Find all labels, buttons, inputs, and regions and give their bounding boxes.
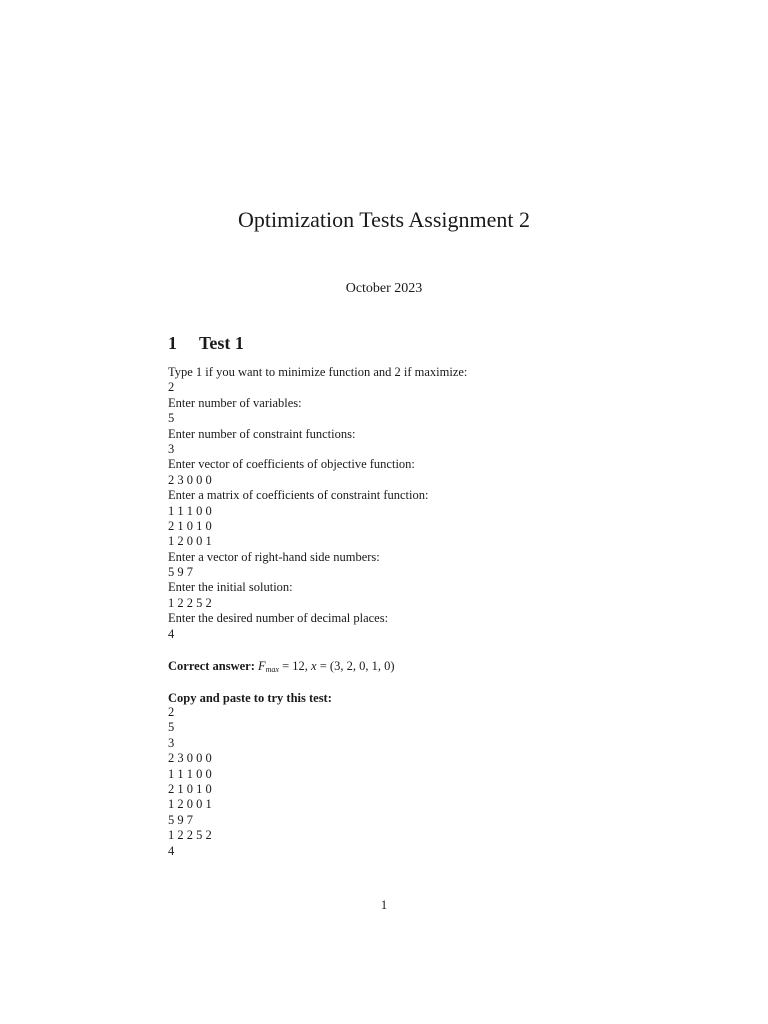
copy-line: 1 1 1 0 0 — [168, 766, 212, 781]
copy-line: 5 — [168, 720, 175, 735]
section-number: 1 — [168, 333, 177, 353]
document-title: Optimization Tests Assignment 2 — [238, 207, 530, 232]
copy-paste-label: Copy and paste to try this test: — [168, 691, 332, 705]
transcript-line: 3 — [168, 441, 175, 456]
copy-line: 2 3 0 0 0 — [168, 751, 212, 766]
page-number: 1 — [380, 898, 388, 912]
transcript-line: Enter vector of coefficients of objective function: — [168, 457, 415, 472]
f-subscript: max — [265, 665, 279, 674]
copy-line: 3 — [168, 735, 175, 750]
correct-answer-formula — [258, 659, 394, 673]
transcript-line: Enter number of constraint functions: — [168, 426, 356, 441]
transcript-line: 1 1 1 0 0 — [168, 503, 212, 518]
copy-line: 2 1 0 1 0 — [168, 781, 212, 796]
correct-answer — [168, 658, 394, 678]
transcript-line: Enter number of variables: — [168, 395, 302, 410]
transcript-line: 2 3 0 0 0 — [168, 472, 212, 487]
transcript-line: 2 1 0 1 0 — [168, 518, 212, 533]
copy-line: 5 9 7 — [168, 812, 193, 827]
transcript-line: 1 2 0 0 1 — [168, 534, 212, 549]
document-date: October 2023 — [345, 281, 423, 296]
copy-line: 4 — [168, 843, 175, 858]
transcript-line: Type 1 if you want to minimize function and 2 if maximize: — [168, 365, 468, 379]
f-value: = 12, — [278, 659, 312, 673]
transcript-line: Enter a vector of right-hand side numbers: — [168, 549, 380, 564]
transcript-line: Enter the desired number of decimal places: — [168, 611, 389, 626]
correct-answer-label: Correct answer: — [168, 659, 255, 673]
x-symbol: x — [311, 659, 317, 673]
copy-paste-block — [168, 705, 212, 859]
section-heading — [168, 331, 244, 355]
f-symbol: F — [258, 659, 266, 673]
transcript-line: 2 — [168, 380, 175, 395]
transcript-line: 1 2 2 5 2 — [168, 595, 212, 610]
transcript-line: 4 — [168, 626, 175, 641]
copy-line: 1 2 2 5 2 — [168, 828, 212, 843]
x-value: = (3, 2, 0, 1, 0) — [316, 659, 395, 673]
transcript-line: Enter the initial solution: — [168, 580, 293, 595]
transcript-line: 5 9 7 — [168, 565, 193, 580]
transcript-line: Enter a matrix of coefficients of constraint function: — [168, 488, 429, 503]
section-title: Test 1 — [199, 333, 244, 353]
test-transcript — [168, 365, 648, 642]
copy-line: 2 — [168, 705, 175, 719]
copy-line: 1 2 0 0 1 — [168, 797, 212, 812]
transcript-line: 5 — [168, 411, 175, 426]
